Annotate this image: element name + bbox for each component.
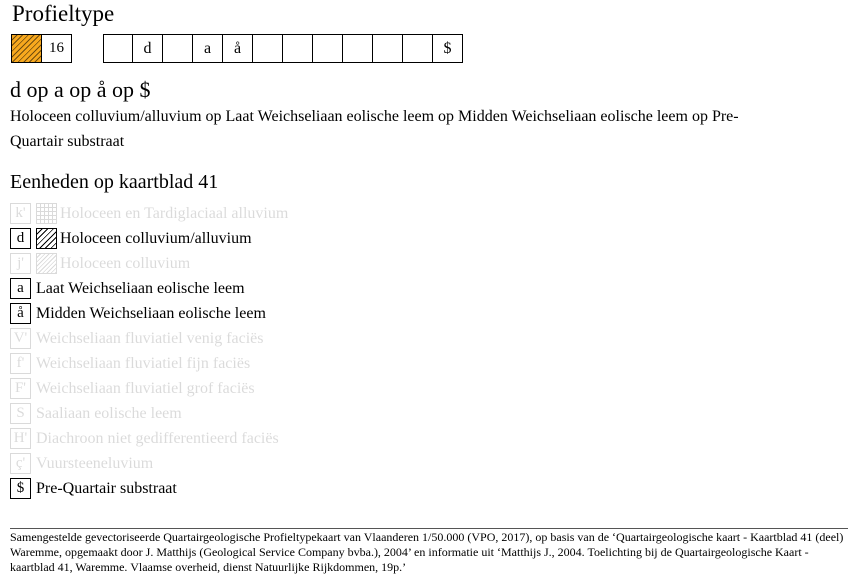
unit-pattern-swatch: [36, 253, 57, 274]
profile-cell: a: [193, 34, 223, 63]
unit-label: Saaliaan eolische leem: [36, 404, 182, 422]
unit-label: Diachroon niet gedifferentieerd faciës: [36, 429, 279, 447]
unit-label: Laat Weichseliaan eolische leem: [36, 279, 245, 297]
unit-symbol: ç': [10, 453, 31, 474]
unit-symbol: S: [10, 403, 31, 424]
unit-row: [10, 226, 288, 251]
unit-symbol: a: [10, 278, 31, 299]
unit-row: [10, 401, 288, 426]
page-title: Profieltype: [12, 1, 115, 26]
profile-cell: [103, 34, 133, 63]
profile-color-swatch: [11, 34, 42, 63]
profile-cell: d: [133, 34, 163, 63]
unit-symbol: j': [10, 253, 31, 274]
profile-description: Holoceen colluvium/alluvium op Laat Weichseliaan eolische leem op Midden Weichseliaan eolische leem op Pre-Quartair substraat: [10, 108, 739, 150]
footer-divider: [10, 528, 848, 529]
units-heading: Eenheden op kaartblad 41: [10, 171, 219, 193]
profile-cell: [283, 34, 313, 63]
unit-row: [10, 451, 288, 476]
unit-symbol: $: [10, 478, 31, 499]
unit-row: [10, 276, 288, 301]
unit-label: Pre-Quartair substraat: [36, 479, 177, 497]
unit-label: Weichseliaan fluviatiel grof faciës: [36, 379, 255, 397]
unit-row: [10, 201, 288, 226]
unit-symbol: d: [10, 228, 31, 249]
unit-symbol: V': [10, 328, 31, 349]
unit-label: Vuursteeneluvium: [36, 454, 154, 472]
profile-cell: [343, 34, 373, 63]
unit-label: Weichseliaan fluviatiel venig faciës: [36, 329, 264, 347]
unit-label: Weichseliaan fluviatiel fijn faciës: [36, 354, 251, 372]
unit-row: [10, 351, 288, 376]
profile-cell: [163, 34, 193, 63]
unit-symbol: H': [10, 428, 31, 449]
unit-label: Holoceen colluvium/alluvium: [60, 229, 252, 247]
source-footnote: Samengestelde gevectoriseerde Quartairgeologische Profieltypekaart van Vlaanderen 1/50.000 (VPO, 2017), op basis van de ‘Quartairgeologische kaart - Kaartblad 41 (deel) Waremme, opgemaakt door J. Matthijs (Geological Service Company bvba.), 2004’ en informatie uit ‘Matthijs J., 2004. Toelichting bij de Quartairgeologische Kaart - kaartblad 41, Waremme. Vlaamse overheid, dienst Natuurlijke Rijkdommen, 19p.’: [10, 530, 844, 574]
unit-pattern-swatch: [36, 203, 57, 224]
unit-row: [10, 376, 288, 401]
units-legend: [10, 201, 288, 501]
unit-row: [10, 326, 288, 351]
unit-pattern-swatch: [36, 228, 57, 249]
unit-symbol: f': [10, 353, 31, 374]
unit-label: Midden Weichseliaan eolische leem: [36, 304, 266, 322]
unit-row: [10, 426, 288, 451]
profile-cell: [313, 34, 343, 63]
profile-count: 16: [42, 34, 72, 63]
unit-symbol: å: [10, 303, 31, 324]
unit-symbol: F': [10, 378, 31, 399]
unit-symbol: k': [10, 203, 31, 224]
unit-row: [10, 251, 288, 276]
profile-cell: [373, 34, 403, 63]
unit-row: [10, 476, 288, 501]
unit-label: Holoceen colluvium: [60, 254, 191, 272]
unit-label: Holoceen en Tardiglaciaal alluvium: [60, 204, 289, 222]
unit-row: [10, 301, 288, 326]
profile-code: d op a op å op $: [10, 77, 151, 102]
profile-cell: å: [223, 34, 253, 63]
profile-layer-strip: [103, 34, 463, 63]
profile-cell: [403, 34, 433, 63]
profile-cell: $: [433, 34, 463, 63]
profile-cell: [253, 34, 283, 63]
